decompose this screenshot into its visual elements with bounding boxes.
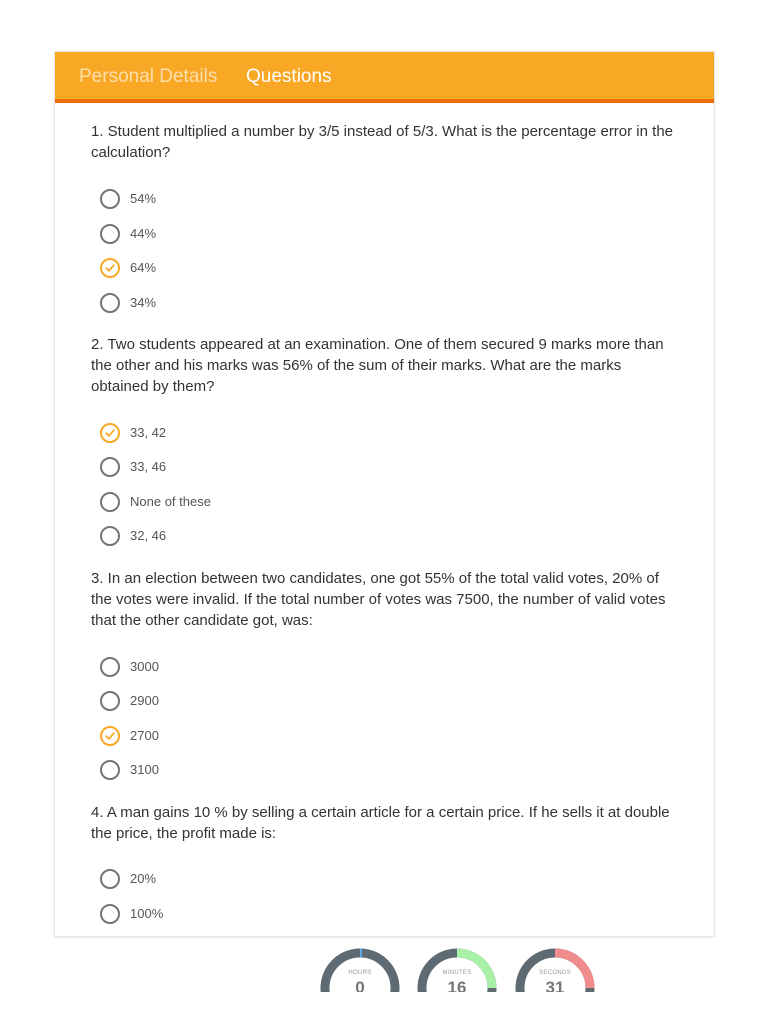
checkmark-icon — [105, 731, 115, 741]
timer-hours — [320, 948, 400, 992]
timer-seconds — [515, 948, 595, 992]
quiz-card — [55, 52, 714, 936]
radio-checked[interactable] — [100, 258, 120, 278]
radio-unchecked[interactable] — [100, 526, 120, 546]
radio-unchecked[interactable] — [100, 760, 120, 780]
radio-checked[interactable] — [100, 423, 120, 443]
option-label: 44% — [130, 226, 157, 241]
option-label: 64% — [130, 260, 157, 275]
radio-unchecked[interactable] — [100, 293, 120, 313]
radio-unchecked[interactable] — [100, 224, 120, 244]
timer-minutes — [417, 948, 497, 992]
option-label: 3000 — [130, 659, 159, 674]
timer-hours-label: HOURS — [348, 970, 372, 976]
option-label: None of these — [130, 494, 211, 509]
option-label: 33, 42 — [130, 425, 167, 440]
tab-questions[interactable]: Questions — [246, 66, 332, 87]
checkmark-icon — [105, 263, 115, 273]
option-label: 33, 46 — [130, 459, 167, 474]
radio-unchecked[interactable] — [100, 691, 120, 711]
radio-unchecked[interactable] — [100, 492, 120, 512]
option-label: 54% — [130, 191, 157, 206]
option-label: 20% — [130, 871, 157, 886]
question-3-text: 3. In an election between two candidates, one got 55% of the total valid votes, 20% of the votes were invalid. If the total number of votes was 7500, the number of valid votes that the other candidate got, was: — [91, 570, 666, 629]
countdown-timer — [0, 936, 768, 1024]
timer-minutes-value: 16 — [447, 978, 467, 992]
checkmark-icon — [105, 428, 115, 438]
option-label: 100% — [130, 906, 164, 921]
option-label: 32, 46 — [130, 528, 167, 543]
timer-seconds-label: SECONDS — [539, 970, 571, 976]
option-label: 3100 — [130, 762, 159, 777]
option-label: 2700 — [130, 728, 159, 743]
timer-hours-value: 0 — [355, 978, 365, 992]
tab-bar — [55, 52, 714, 103]
question-2-text: 2. Two students appeared at an examination. One of them secured 9 marks more than the other and his marks was 56% of the sum of their marks. What are the marks obtained by them? — [91, 336, 664, 395]
radio-unchecked[interactable] — [100, 657, 120, 677]
tab-personal-details[interactable]: Personal Details — [79, 66, 218, 87]
radio-unchecked[interactable] — [100, 904, 120, 924]
radio-checked[interactable] — [100, 726, 120, 746]
radio-unchecked[interactable] — [100, 869, 120, 889]
radio-unchecked[interactable] — [100, 189, 120, 209]
option-label: 2900 — [130, 693, 159, 708]
radio-unchecked[interactable] — [100, 457, 120, 477]
question-1-text: 1. Student multiplied a number by 3/5 instead of 5/3. What is the percentage error in the calculation? — [91, 123, 674, 161]
timer-minutes-label: MINUTES — [442, 970, 472, 976]
question-4-text: 4. A man gains 10 % by selling a certain article for a certain price. If he sells it at double the price, the profit made is: — [91, 804, 670, 842]
option-label: 34% — [130, 295, 157, 310]
timer-seconds-value: 31 — [545, 978, 565, 992]
